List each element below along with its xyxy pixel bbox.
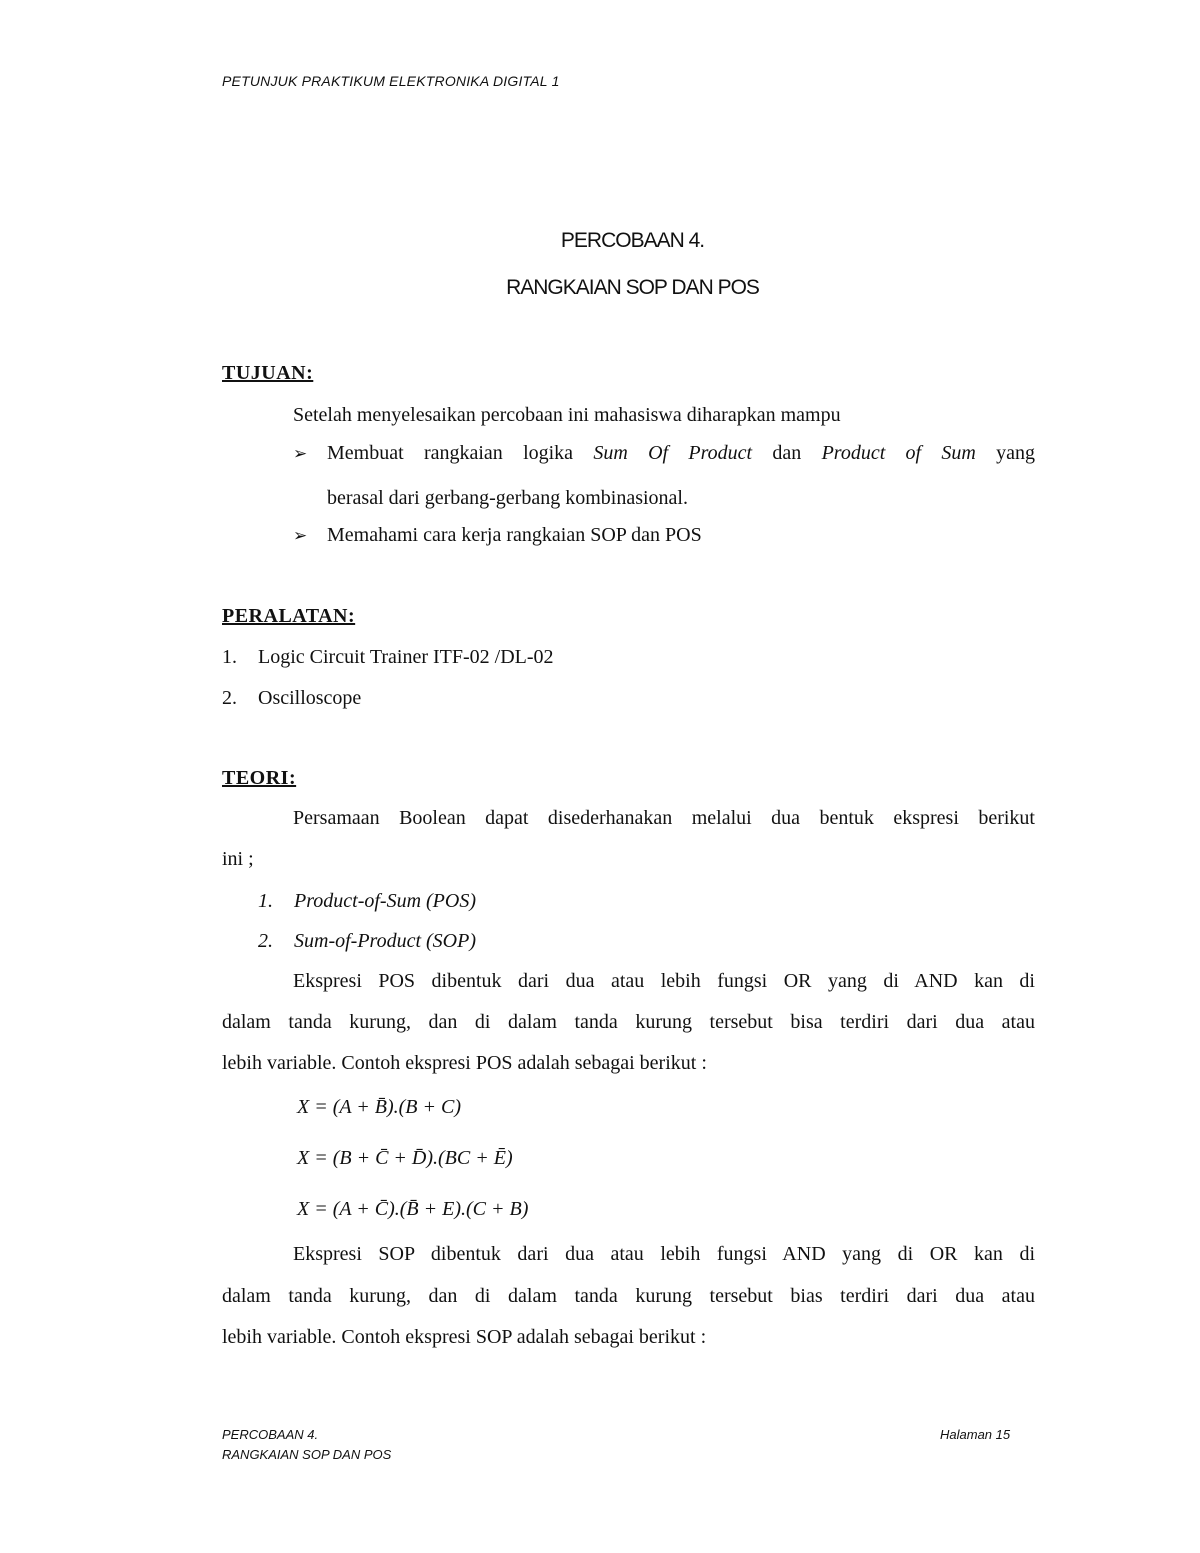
peralatan-item: 1. Logic Circuit Trainer ITF-02 /DL-02 — [222, 646, 554, 668]
tujuan-bullet-2: ➢ Memahami cara kerja rangkaian SOP dan POS — [293, 524, 702, 546]
tujuan-heading: TUJUAN: — [222, 362, 314, 384]
footer-page-number: Halaman 15 — [940, 1427, 1011, 1442]
page-subtitle: RANGKAIAN SOP DAN POS — [506, 276, 759, 299]
footer-left-line2: RANGKAIAN SOP DAN POS — [222, 1447, 392, 1462]
tujuan-intro: Setelah menyelesaikan percobaan ini mahasiswa diharapkan mampu — [293, 404, 841, 426]
teori-form-item: 1. Product-of-Sum (POS) — [258, 890, 476, 912]
arrow-bullet-icon: ➢ — [293, 444, 308, 464]
teori-pos-line1: Ekspresi POS dibentuk dari dua atau lebih fungsi OR yang di AND kan di — [293, 970, 1035, 992]
teori-para1-line1: Persamaan Boolean dapat disederhanakan melalui dua bentuk ekspresi berikut — [293, 807, 1035, 829]
teori-para1-line2: ini ; — [222, 848, 254, 870]
peralatan-heading: PERALATAN: — [222, 605, 356, 627]
teori-heading: TEORI: — [222, 767, 297, 789]
tujuan-bullet-1: ➢ Membuat rangkaian logika Sum Of Product dan Product of Sum yang — [293, 442, 1036, 464]
teori-pos-line2: dalam tanda kurung, dan di dalam tanda kurung tersebut bisa terdiri dari dua atau — [222, 1011, 1035, 1033]
teori-sop-line1: Ekspresi SOP dibentuk dari dua atau lebih fungsi AND yang di OR kan di — [293, 1243, 1035, 1265]
running-header: PETUNJUK PRAKTIKUM ELEKTRONIKA DIGITAL 1 — [222, 73, 560, 89]
teori-form-item: 2. Sum-of-Product (SOP) — [258, 930, 476, 952]
tujuan-bullet-1-cont: berasal dari gerbang-gerbang kombinasional. — [327, 487, 688, 509]
page-title: PERCOBAAN 4. — [560, 229, 705, 252]
teori-pos-line3: lebih variable. Contoh ekspresi POS adalah sebagai berikut : — [222, 1052, 707, 1074]
footer-left-line1: PERCOBAAN 4. — [222, 1427, 319, 1442]
teori-sop-line2: dalam tanda kurung, dan di dalam tanda kurung tersebut bias terdiri dari dua atau — [222, 1285, 1035, 1307]
peralatan-item: 2. Oscilloscope — [222, 687, 362, 709]
teori-sop-line3: lebih variable. Contoh ekspresi SOP adalah sebagai berikut : — [222, 1326, 707, 1348]
equation-pos-1: X = (A + B̄).(B + C) — [297, 1096, 461, 1118]
equation-pos-3: X = (A + C̄).(B̄ + E).(C + B) — [297, 1198, 529, 1220]
equation-pos-2: X = (B + C̄ + D̄).(BC + Ē) — [297, 1147, 513, 1169]
arrow-bullet-icon: ➢ — [293, 526, 308, 546]
